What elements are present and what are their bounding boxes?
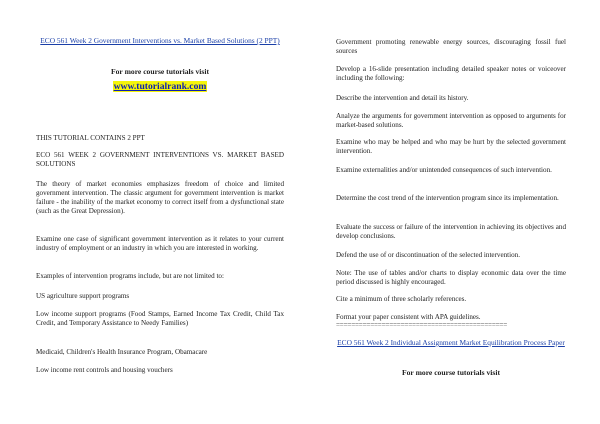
- develop-paragraph: Develop a 16-slide presentation including detailed speaker notes or voiceover including the following:: [336, 65, 566, 82]
- more-tutorials-text: For more course tutorials visit: [111, 67, 209, 76]
- list-item: US agriculture support programs: [36, 292, 130, 300]
- site-link[interactable]: www.tutorialrank.com: [113, 81, 207, 92]
- product-title-link[interactable]: ECO 561 Week 2 Government Interventions vs. Market Based Solutions (2 PPT): [40, 36, 280, 45]
- list-item: Low income support programs (Food Stamps, Earned Income Tax Credit, Child Tax Credit, and Temporary Assistance to Needy Families): [36, 310, 284, 327]
- requirement-item: Format your paper consistent with APA guidelines.: [336, 313, 481, 321]
- requirement-item: Evaluate the success or failure of the intervention in achieving its objectives and develop conclusions.: [336, 223, 566, 240]
- requirement-item: Examine externalities and/or unintended consequences of such intervention.: [336, 166, 552, 174]
- list-item: Medicaid, Children's Health Insurance Program, Obamacare: [36, 348, 208, 356]
- tutorial-contains-text: THIS TUTORIAL CONTAINS 2 PPT: [36, 134, 145, 142]
- next-product-link[interactable]: ECO 561 Week 2 Individual Assignment Market Equilibration Process Paper: [337, 338, 565, 347]
- requirement-item: Analyze the arguments for government intervention as opposed to arguments for market-based solutions.: [336, 112, 566, 129]
- more-tutorials-text: For more course tutorials visit: [402, 368, 500, 377]
- site-link-wrapper: [36, 82, 284, 92]
- list-item: Low income rent controls and housing vouchers: [36, 366, 173, 374]
- list-item: Government promoting renewable energy sources, discouraging fossil fuel sources: [336, 38, 566, 55]
- examine-paragraph: Examine one case of significant government intervention as it relates to your current industry of employment or an industry in which you are interested in working.: [36, 235, 284, 252]
- requirement-item: Defend the use of or discontinuation of the selected intervention.: [336, 251, 520, 259]
- intro-paragraph: The theory of market economies emphasizes freedom of choice and limited government intervention. The classic argument for government intervention is market failure - the inability of the market economy to correct itself from a dysfunctional state (such as the Great Depression).: [36, 180, 284, 215]
- requirement-item: Determine the cost trend of the intervention program since its implementation.: [336, 194, 559, 202]
- requirement-item: Cite a minimum of three scholarly references.: [336, 295, 467, 303]
- requirement-item: Examine who may be helped and who may be hurt by the selected government intervention.: [336, 138, 566, 155]
- examples-paragraph: Examples of intervention programs include, but are not limited to:: [36, 272, 224, 280]
- divider-line: =============================================: [336, 321, 508, 329]
- requirement-item: Describe the intervention and detail its history.: [336, 94, 469, 102]
- note-paragraph: Note: The use of tables and/or charts to display economic data over the time period discussed is highly encouraged.: [336, 269, 566, 286]
- assignment-heading: ECO 561 WEEK 2 GOVERNMENT INTERVENTIONS VS. MARKET BASED SOLUTIONS: [36, 151, 284, 168]
